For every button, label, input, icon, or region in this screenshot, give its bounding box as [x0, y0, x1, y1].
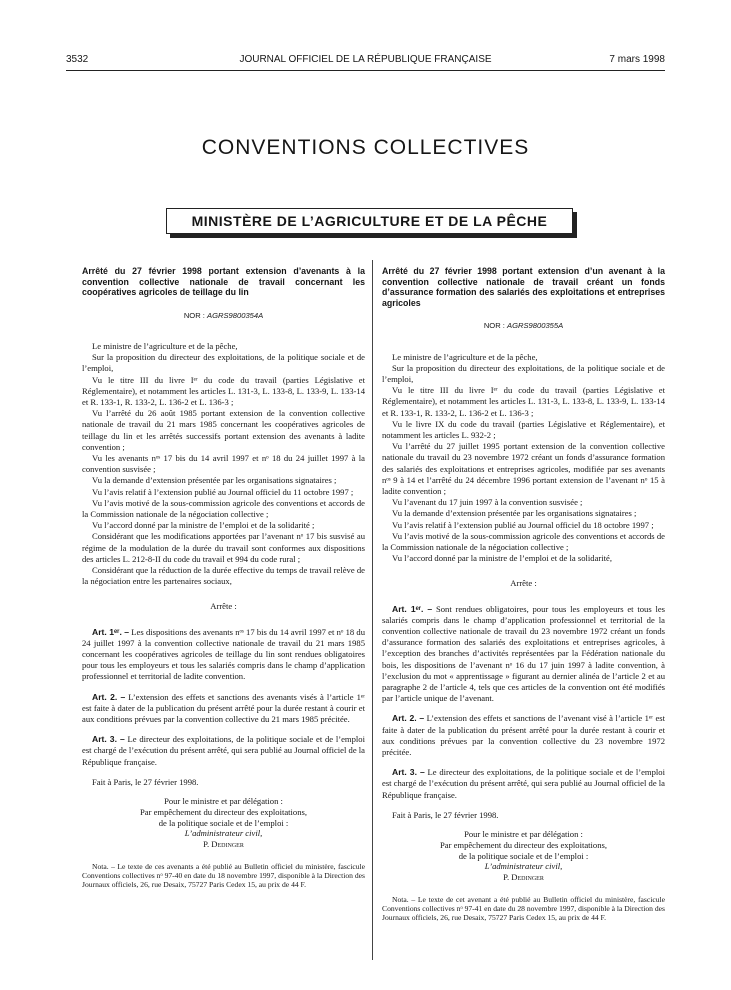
article-label: Art. 3. –	[392, 767, 425, 778]
preamble	[82, 341, 365, 587]
signature-line: Pour le ministre et par délégation :	[164, 796, 283, 807]
right-column	[382, 266, 665, 930]
article	[382, 713, 665, 758]
article-text: L’extension des effets et sanctions des avenants visés à l’article 1ᵉʳ est faite à dater de la publication du présent arrêté pour la durée restant à courir et aux conditions prévues par la convention collective du 21 mars 1985 précitée.	[82, 691, 365, 725]
signatory-name: P. Dedinger	[503, 872, 544, 883]
signatory-title: L’administrateur civil,	[184, 828, 263, 839]
nor-code: AGRS9800355A	[507, 321, 564, 331]
column-divider	[372, 260, 373, 960]
article	[382, 604, 665, 705]
arrete-heading: Arrête :	[510, 578, 537, 589]
preamble-paragraph: Vu le livre IX du code du travail (parties Législative et Réglementaire), et notamment les articles L. 932-2 ;	[382, 418, 665, 440]
nor-reference	[382, 320, 665, 331]
article	[82, 692, 365, 726]
preamble-paragraph: Vu l’accord donné par la ministre de l’emploi et de la solidarité,	[392, 553, 612, 564]
journal-name: JOURNAL OFFICIEL DE LA RÉPUBLIQUE FRANÇAISE	[239, 54, 492, 65]
article-text: Les dispositions des avenants nᵒˢ 17 bis du 14 avril 1997 et nᵒ 18 du 24 juillet 1997 à la convention collective nationale de travail du 21 mars 1985 concernant les coopératives agricoles de teillage du lin sont rendues obligatoires pour tous les employeurs et tous les salariés compris dans le champ d’application professionnel et territorial de ladite convention.	[82, 626, 365, 682]
page-header	[66, 54, 665, 70]
nor-reference	[82, 310, 365, 321]
preamble-paragraph: Le ministre de l’agriculture et de la pêche,	[92, 340, 238, 351]
nota-note: Nota. – Le texte de cet avenant a été publié au Bulletin officiel du ministère, fascicule Conventions collectives nᵒ 97-41 en date du 28 novembre 1997, disponible à la Direction des Journaux officiels, 26, rue Desaix, 75727 Paris Cedex 15, au prix de 44 F.	[382, 895, 665, 923]
article-label: Art. 1ᵉʳ. –	[92, 626, 130, 637]
decree-title: Arrêté du 27 février 1998 portant extension d’un avenant à la convention collective nationale de travail créant un fonds d’assurance formation des salariés des exploitations et entreprises agricoles	[382, 266, 665, 308]
article-text: Sont rendues obligatoires, pour tous les employeurs et tous les salariés compris dans le champ d’application professionnel et territorial de la convention collective nationale de travail du 23 novembre 1972 créant un fonds d’assurance formation des salariés des exploitations et entreprises agricoles, à l’exception des branches d’activités représentées par la Fédération nationale du bois, les dispositions de l’avenant nᵒ 16 du 17 juin 1997 à ladite convention, à l’exclusion du mot « apprentissage » figurant au dernier alinéa de l’article 2 et au paragraphe 2 de l’article 4, tels que ces articles de la convention ont été modifiés par l’article unique de l’avenant.	[382, 603, 665, 704]
preamble-paragraph: Vu l’arrêté du 27 juillet 1995 portant extension de la convention collective nationale du travail du 23 novembre 1972 créant un fonds d’assurance formation des salariés des exploitations et entreprises agricoles, modifiée par ses avenants nᵒˢ 9 à 14 et l’arrêté du 24 décembre 1996 portant extension de l’avenant nᵒ 15 à ladite convention ;	[382, 441, 665, 497]
signature-date: Fait à Paris, le 27 février 1998.	[92, 776, 199, 787]
preamble-paragraph: Considérant que les modifications apportées par l’avenant nᵒ 17 bis susvisé au régime de la modulation de la durée du travail sont conformes aux dispositions des articles L. 212-8-II du code du travail et 994 du code rural ;	[82, 531, 365, 564]
article-label: Art. 3. –	[92, 734, 125, 745]
preamble-paragraph: Vu l’avis motivé de la sous-commission agricole des conventions et accords de la Commission nationale de la négociation collective ;	[382, 530, 665, 553]
preamble-paragraph: Sur la proposition du directeur des exploitations, de la politique sociale et de l’emploi,	[382, 362, 665, 384]
preamble-paragraph: Vu le titre III du livre Iᵉʳ du code du travail (parties Législative et Réglementaire), et notamment les articles L. 131-3, L. 133-8, L. 133-9, L. 133-14 et R. 133-1, R. 133-2, L. 136-2 et L. 136-3 ;	[382, 385, 665, 418]
signatory-title: L’administrateur civil,	[484, 861, 563, 872]
preamble-paragraph: Le ministre de l’agriculture et de la pêche,	[392, 351, 538, 362]
decree-title: Arrêté du 27 février 1998 portant extension d’avenants à la convention collective nationale de travail concernant les coopératives agricoles de teillage du lin	[82, 266, 365, 298]
preamble-paragraph: Sur la proposition du directeur des exploitations, de la politique sociale et de l’emploi,	[82, 352, 365, 374]
publication-date: 7 mars 1998	[609, 54, 665, 65]
article	[82, 734, 365, 768]
preamble-paragraph: Vu l’avis relatif à l’extension publié au Journal officiel du 18 octobre 1997 ;	[392, 519, 654, 530]
article	[382, 767, 665, 801]
preamble-paragraph: Vu l’avis motivé de la sous-commission agricole des conventions et accords de la Commission nationale de la négociation collective ;	[82, 497, 365, 520]
signature-line: Pour le ministre et par délégation :	[464, 829, 583, 840]
preamble-paragraph: Vu l’accord donné par la ministre de l’emploi et de la solidarité ;	[92, 520, 315, 531]
signatory-name: P. Dedinger	[203, 839, 244, 850]
preamble-paragraph: Vu le titre III du livre Iᵉʳ du code du travail (parties Législative et Réglementaire), et notamment les articles L. 131-3, L. 133-8, L. 133-9, L. 133-14 et R. 133-1, R. 133-2, L. 136-2 et L. 136-3 ;	[82, 374, 365, 407]
article-text: L’extension des effets et sanctions de l’avenant visé à l’article 1ᵉʳ est faite à dater de la publication du présent arrêté pour la durée restant à courir et aux conditions prévues par la convention collective du 23 novembre 1972 précitée.	[382, 713, 665, 758]
signature-date: Fait à Paris, le 27 février 1998.	[392, 809, 499, 820]
nor-code: AGRS9800354A	[207, 310, 264, 320]
preamble	[382, 352, 665, 565]
nota-note: Nota. – Le texte de ces avenants a été publié au Bulletin officiel du ministère, fascicule Conventions collectives nᵒ 97-40 en date du 18 novembre 1997, disponible à la Direction des Journaux officiels, 26, rue Desaix, 75727 Paris Cedex 15, au prix de 44 F.	[82, 862, 365, 890]
nor-label: NOR :	[183, 310, 208, 320]
ministry-box: MINISTÈRE DE L’AGRICULTURE ET DE LA PÊCHE	[166, 208, 573, 234]
article-label: Art. 1ᵉʳ. –	[392, 603, 433, 614]
preamble-paragraph: Vu l’avis relatif à l’extension publié au Journal officiel du 11 octobre 1997 ;	[92, 486, 354, 497]
signature-line: Par empêchement du directeur des exploitations,	[439, 839, 608, 850]
section-title: CONVENTIONS COLLECTIVES	[201, 136, 530, 159]
preamble-paragraph: Vu les avenants nᵒˢ 17 bis du 14 avril 1997 et nᵒ 18 du 24 juillet 1997 à la convention susvisée ;	[82, 453, 365, 475]
article-text: Le directeur des exploitations, de la politique sociale et de l’emploi est chargé de l’exécution du présent arrêté, qui sera publié au Journal officiel de la République française.	[382, 767, 665, 800]
article-text: Le directeur des exploitations, de la politique sociale et de l’emploi est chargé de l’exécution du présent arrêté, qui sera publié au Journal officiel de la République française.	[82, 734, 365, 767]
article-label: Art. 2. –	[92, 691, 126, 702]
signature-line: de la politique sociale et de l’emploi :	[158, 817, 289, 828]
left-column	[82, 266, 365, 897]
arrete-heading: Arrête :	[210, 601, 237, 612]
signature-line: Par empêchement du directeur des exploitations,	[139, 806, 308, 817]
preamble-paragraph: Vu l’avenant du 17 juin 1997 à la convention susvisée ;	[392, 497, 583, 508]
article	[82, 627, 365, 683]
signature-line: de la politique sociale et de l’emploi :	[458, 850, 589, 861]
article-label: Art. 2. –	[392, 713, 425, 724]
preamble-paragraph: Vu la demande d’extension présentée par les organisations signataires ;	[92, 475, 337, 486]
preamble-paragraph: Vu l’arrêté du 26 août 1985 portant extension de la convention collective nationale de travail du 21 mars 1985 concernant les coopératives agricoles de teillage du lin et les arrêtés successifs portant extension des avenants à ladite convention ;	[82, 408, 365, 452]
page-number: 3532	[66, 54, 89, 65]
nor-label: NOR :	[483, 321, 508, 331]
preamble-paragraph: Vu la demande d’extension présentée par les organisations signataires ;	[392, 508, 637, 519]
preamble-paragraph: Considérant que la réduction de la durée effective du temps de travail relève de la négociation entre les partenaires sociaux,	[82, 565, 365, 587]
header-rule	[66, 70, 665, 71]
